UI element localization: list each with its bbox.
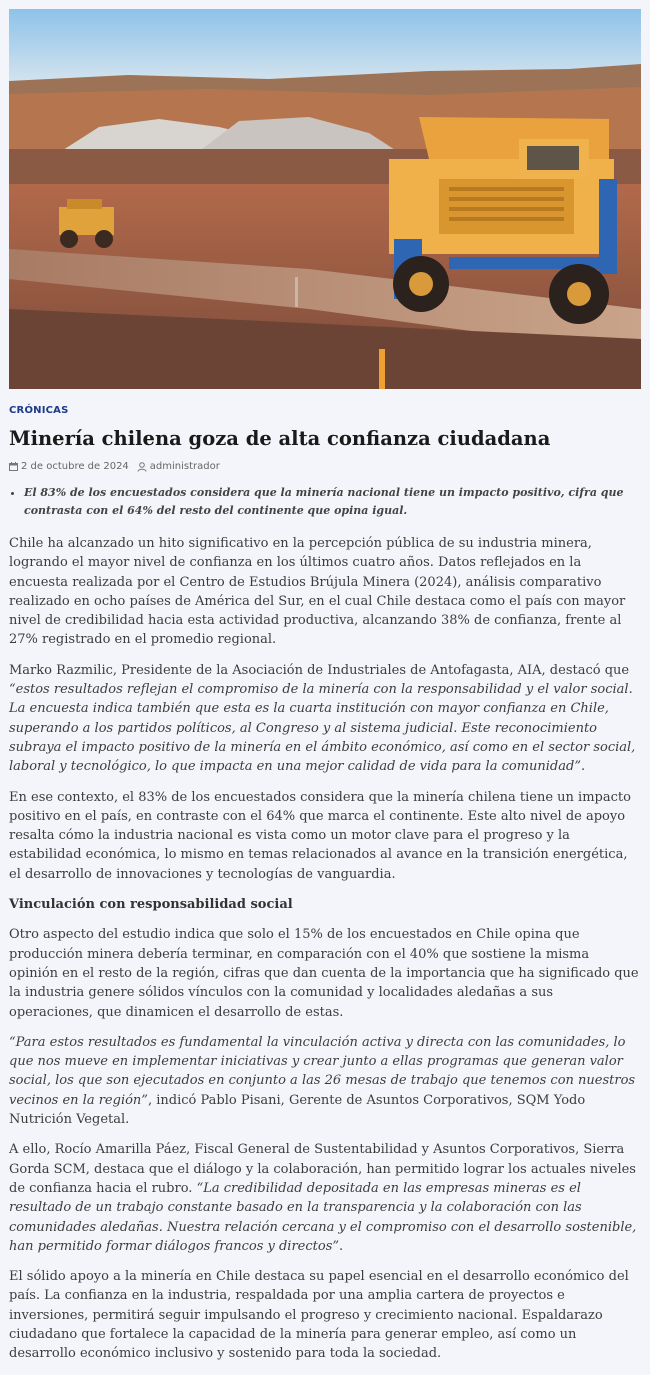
category-label[interactable]: CRÓNICAS [9,405,69,416]
paragraph-5-quote: “Para estos resultados es fundamental la vinculación activa y directa con las comunidades, lo que nos mueve en implementar iniciativas y crear junto a ellas programas que generan valor social, los que son ejecutados en conjunto a las 26 mesas de trabajo que tenemos con nuestros vecinos en la región” [9,1034,636,1108]
section-subheading: Vinculación con responsabilidad social [9,897,293,913]
article-date: 2 de octubre de 2024 [21,461,129,472]
paragraph-7: El sólido apoyo a la minería en Chile destaca su papel esencial en el desarrollo económico del país. La confianza en la industria, respaldada por una amplia cartera de proyectos e inversiones, permitirá seguir impulsando el progreso y crecimiento nacional. Espaldarazo ciudadano que fortalece la capacidad de la minería para generar empleo, así como un desarrollo económico inclusivo y sostenido para toda la sociedad. [9,1269,629,1362]
highlight-item: • El 83% de los encuestados considera que la minería nacional tiene un impacto positivo, cifra que contrasta con el 64% del resto del continente que opina igual. [24,484,641,520]
user-icon [137,462,147,472]
mining-truck-illustration [9,9,641,389]
article [9,400,641,1375]
paragraph-2-lead: Marko Razmilic, Presidente de la Asociación de Industriales de Antofagasta, AIA, destacó que [9,662,630,678]
highlight-list [9,484,641,520]
hero-image [9,9,641,389]
paragraph-3: En ese contexto, el 83% de los encuestados considera que la minería chilena tiene un impacto positivo en el país, en contraste con el 64% que marca el continente. Este alto nivel de apoyo resalta cómo la industria nacional es vista como un motor clave para el progreso y la estabilidad económica, lo mismo en temas relacionados al avance en la transición energética, el desarrollo de innovaciones y tecnologías de vanguardia. [9,789,631,882]
article-title: Minería chilena goza de alta confianza ciudadana [9,427,551,450]
date-meta [9,461,129,472]
paragraph-5-end: , indicó Pablo Pisani, Gerente de Asuntos Corporativos, SQM Yodo Nutrición Vegetal. [9,1092,586,1128]
paragraph-6-end: . [339,1238,344,1254]
paragraph-6-lead: A ello, Rocío Amarilla Páez, Fiscal General de Sustentabilidad y Asuntos Corporativos, Sierra Gorda SCM, destaca que el diálogo y la colaboración, han permitido lograr los actuales niveles de confianza hacia el rubro. [9,1142,636,1196]
paragraph-4: Otro aspecto del estudio indica que solo el 15% de los encuestados en Chile opina que producción minera debería terminar, en comparación con el 40% que sostiene la misma opinión en el resto de la región, cifras que dan cuenta de la importancia que ha significado que la industria genere sólidos vínculos con la comunidad y localidades aledañas a sus operaciones, que dinamicen el desarrollo de estas. [9,927,639,1020]
paragraph-1: Chile ha alcanzado un hito significativo en la percepción pública de su industria minera, logrando el mayor nivel de confianza en los últimos cuatro años. Datos reflejados en la encuesta realizada por el Centro de Estudios Brújula Minera (2024), análisis comparativo realizado en ocho países de América del Sur, en el cual Chile destaca como el país con mayor nivel de credibilidad hacia esta actividad productiva, alcanzando 38% de confianza, frente al 27% registrado en el promedio regional. [9,536,626,648]
paragraph-6-quote: “La credibilidad depositada en las empresas mineras es el resultado de un trabajo constante basado en la transparencia y la colaboración con las comunidades aledañas. Nuestra relación cercana y el compromiso con el desarrollo sostenible, han permitido formar diálogos francos y directos” [9,1180,637,1254]
article-meta [9,461,641,472]
paragraph-2 [9,661,641,777]
paragraph-6 [9,1140,641,1256]
paragraph-2-quote: “estos resultados reflejan el compromiso de la minería con la responsabilidad y el valor social. La encuesta indica también que esta es la cuarta institución con mayor confianza en Chile, superando a los partidos políticos, al Congreso y al sistema judicial. Este reconocimiento subraya el impacto positivo de la minería en el ámbito económico, así como en el sector social, laboral y tecnológico, lo que impacta en una mejor calidad de vida para la comunidad” [9,682,636,775]
article-author[interactable]: administrador [149,461,220,472]
paragraph-2-end: . [580,759,586,775]
author-meta [137,461,220,472]
calendar-icon [9,462,18,471]
paragraph-5 [9,1033,641,1129]
article-body [9,534,641,1364]
